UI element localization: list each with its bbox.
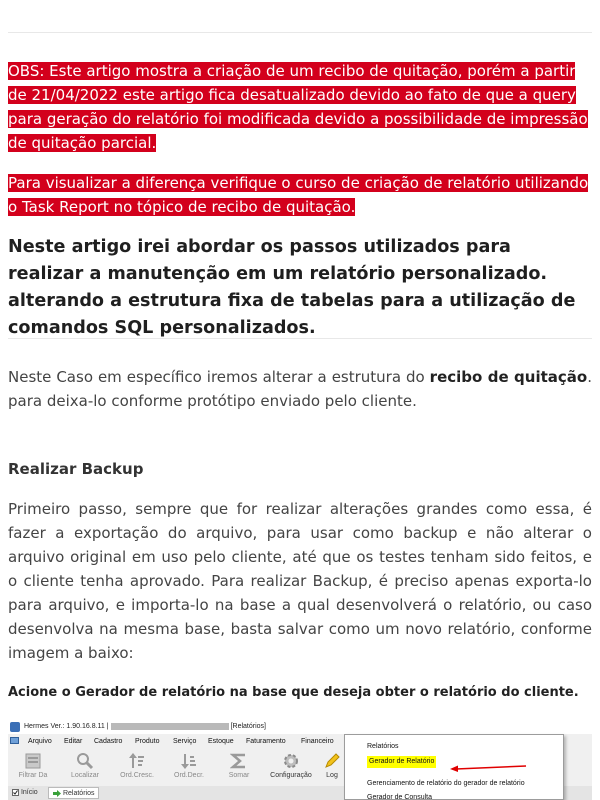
- tool-configuracao-label: Configuração: [270, 772, 312, 779]
- search-icon: [76, 752, 94, 770]
- tab-inicio-label: Início: [20, 789, 38, 796]
- tool-localizar[interactable]: [60, 750, 110, 784]
- checkbox-icon: [12, 789, 19, 796]
- filter-icon: [24, 752, 42, 770]
- app-toolbar: [8, 750, 368, 784]
- menu-faturamento[interactable]: Faturamento: [246, 738, 286, 745]
- sort-descending-icon: [180, 752, 198, 770]
- backup-heading: Realizar Backup: [8, 460, 144, 478]
- tab-relatorios[interactable]: [48, 787, 99, 799]
- app-titlebar: [8, 720, 592, 734]
- tool-filtrar-label: Filtrar Da: [18, 772, 48, 779]
- arrow-right-icon: [53, 790, 61, 797]
- tool-configuracao[interactable]: [266, 750, 316, 784]
- redacted-title-block: [111, 723, 229, 730]
- intro-divider: [8, 338, 592, 339]
- red-arrow-annotation: [448, 763, 528, 773]
- tool-somar[interactable]: [214, 750, 264, 784]
- menu-editar[interactable]: Editar: [64, 738, 83, 745]
- tool-ord-cresc-label: Ord.Cresc.: [120, 772, 154, 779]
- tool-log[interactable]: [318, 750, 346, 784]
- app-title-suffix: [Relatórios]: [230, 723, 266, 730]
- sort-ascending-icon: [128, 752, 146, 770]
- gear-icon: [282, 752, 300, 770]
- article-intro: Neste artigo irei abordar os passos utilizados para realizar a manutenção em um relatório personalizado. alterando a estrutura fixa de tabelas para a utilização de comandos SQL personalizados.: [8, 237, 576, 338]
- app-title-prefix: Hermes Ver.: 1.90.16.8.11 |: [24, 723, 109, 730]
- menu-estoque[interactable]: Estoque: [208, 738, 234, 745]
- tool-localizar-label: Localizar: [70, 772, 99, 779]
- case-paragraph: [8, 365, 592, 413]
- task-report-notice: [8, 171, 592, 219]
- sum-icon: [230, 752, 248, 770]
- app-screenshot: [8, 720, 592, 800]
- case-text-bold: recibo de quitação: [429, 368, 588, 386]
- tool-log-label: Log: [326, 772, 338, 779]
- tab-inicio[interactable]: [12, 786, 38, 800]
- tool-filtrar[interactable]: [8, 750, 58, 784]
- dropdown-item-gerenciamento[interactable]: Gerenciamento de relatório do gerador de relatório: [367, 780, 525, 787]
- task-report-notice-text: Para visualizar a diferença verifique o curso de criação de relatório utilizando o Task Report no tópico de recibo de quitação.: [8, 174, 589, 216]
- pencil-icon: [323, 752, 341, 770]
- tool-ord-decr-label: Ord.Decr.: [174, 772, 204, 779]
- tab-relatorios-label: Relatórios: [62, 790, 95, 797]
- hermes-app-icon: [10, 722, 20, 732]
- menu-financeiro[interactable]: Financeiro: [301, 738, 334, 745]
- tool-somar-label: Somar: [228, 772, 250, 779]
- menu-servico[interactable]: Serviço: [173, 738, 197, 745]
- dropdown-item-gerador-relatorio[interactable]: Gerador de Relatório: [367, 756, 436, 768]
- dropdown-item-relatorios[interactable]: Relatórios: [367, 743, 399, 750]
- menu-produto[interactable]: Produto: [135, 738, 160, 745]
- case-text-before: Neste Caso em específico iremos alterar a estrutura do: [8, 368, 430, 386]
- obs-notice: [8, 59, 592, 155]
- case-text-after: . para deixa-lo conforme protótipo enviado pelo cliente.: [8, 368, 593, 410]
- tool-ord-decr[interactable]: [164, 750, 214, 784]
- backup-paragraph: Primeiro passo, sempre que for realizar alterações grandes como essa, é fazer a exportação do arquivo, para usar como backup e não alterar o arquivo original em uso pelo cliente, até que os testes tenham sido feitos, e o cliente tenha aprovado. Para realizar Backup, é preciso apenas exporta-lo para arquivo, e importa-lo na base a qual desenvolverá o relatório, ou caso desenvolva na mesma base, basta salvar como um novo relatório, conforme imagem a baixo:: [8, 500, 592, 662]
- menu-cadastro[interactable]: Cadastro: [94, 738, 123, 745]
- screenshot-caption: Acione o Gerador de relatório na base que deseja obter o relatório do cliente.: [8, 685, 579, 700]
- dropdown-item-gerador-consulta[interactable]: Gerador de Consulta: [367, 794, 432, 800]
- tool-ord-cresc[interactable]: [112, 750, 162, 784]
- obs-notice-text: OBS: Este artigo mostra a criação de um recibo de quitação, porém a partir de 21/04/2022 este artigo fica desatualizado devido ao fato de que a query para geração do relatório foi modificada devido a possibilidade de impressão de quitação parcial.: [8, 62, 588, 152]
- menu-app-icon: [10, 736, 19, 750]
- menu-arquivo[interactable]: Arquivo: [28, 738, 52, 745]
- top-divider: [8, 32, 592, 33]
